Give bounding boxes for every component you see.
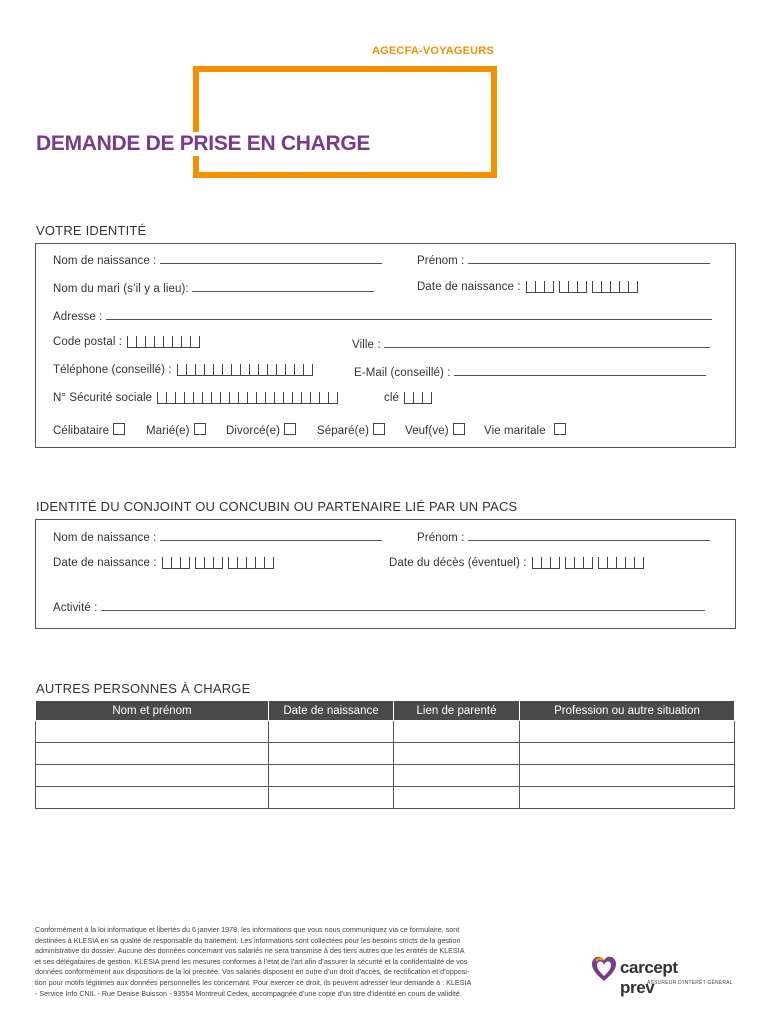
status-veuf[interactable] bbox=[405, 423, 465, 437]
legal-line: destinées à KLESIA en sa qualité de responsable du traitement. Les informations sont collectées pour les besoins stricts de la gestion bbox=[35, 935, 461, 945]
table-cell[interactable] bbox=[36, 721, 269, 743]
status-vie-maritale[interactable] bbox=[484, 423, 566, 437]
identity-birth-name-field[interactable] bbox=[53, 255, 382, 267]
heart-logo-icon bbox=[591, 955, 617, 983]
table-row bbox=[36, 743, 735, 765]
postal-code-label: Code postal : bbox=[53, 336, 123, 348]
dependents-heading: AUTRES PERSONNES À CHARGE bbox=[36, 681, 251, 696]
table-row bbox=[36, 787, 735, 809]
postal-code-field[interactable] bbox=[53, 336, 200, 348]
email-label: E-Mail (conseillé) : bbox=[354, 367, 451, 379]
status-label: Séparé(e) bbox=[317, 425, 370, 437]
spouse-first-name-field[interactable] bbox=[417, 532, 710, 544]
table-cell[interactable] bbox=[36, 787, 269, 809]
email-field[interactable] bbox=[354, 367, 706, 379]
spouse-birth-date-field[interactable] bbox=[53, 557, 274, 569]
column-header: Profession ou autre situation bbox=[520, 701, 735, 721]
table-row bbox=[36, 765, 735, 787]
first-name-label: Prénom : bbox=[417, 255, 465, 267]
status-label: Veuf(ve) bbox=[405, 425, 449, 437]
table-row bbox=[36, 721, 735, 743]
legal-line: Conformément à la loi informatique et libertés du 6 janvier 1978, les informations que vous nous communiquez via ce formulaire, sont bbox=[35, 925, 460, 934]
table-cell[interactable] bbox=[520, 721, 735, 743]
organization-name: AGECFA-VOYAGEURS bbox=[372, 45, 494, 57]
ssn-key-label: clé bbox=[384, 392, 400, 404]
legal-line: données conformément aux dispositions de la loi précitée. Vos salariés disposent en outre d’un droit d’accès, de rectification et d’opposi- bbox=[35, 967, 470, 977]
table-cell[interactable] bbox=[394, 743, 520, 765]
checkbox[interactable] bbox=[453, 423, 465, 435]
table-cell[interactable] bbox=[36, 743, 269, 765]
table-cell[interactable] bbox=[394, 787, 520, 809]
status-label: Marié(e) bbox=[146, 425, 190, 437]
status-celibataire[interactable] bbox=[53, 423, 125, 437]
page-title: DEMANDE DE PRISE EN CHARGE bbox=[36, 132, 374, 156]
table-cell[interactable] bbox=[269, 787, 394, 809]
identity-birth-date-field[interactable] bbox=[417, 281, 638, 293]
birth-date-label: Date de naissance : bbox=[53, 557, 157, 569]
table-cell[interactable] bbox=[520, 743, 735, 765]
identity-first-name-field[interactable] bbox=[417, 255, 710, 267]
column-header: Nom et prénom bbox=[36, 701, 269, 721]
status-label: Célibataire bbox=[53, 425, 110, 437]
spouse-heading: IDENTITÉ DU CONJOINT OU CONCUBIN OU PARTENAIRE LIÉ PAR UN PACS bbox=[36, 499, 518, 514]
status-marie[interactable] bbox=[146, 423, 206, 437]
birth-name-label: Nom de naissance : bbox=[53, 532, 157, 544]
phone-field[interactable] bbox=[53, 364, 313, 376]
legal-line: et ses délégataires de gestion. KLESIA prend les mesures conformes à l’état de l’art afin d’assurer la sécurité et la confidentialité de vos bbox=[35, 956, 468, 966]
ssn-label: N° Sécurité sociale bbox=[53, 392, 153, 404]
death-date-label: Date du décès (éventuel) : bbox=[389, 557, 527, 569]
table-cell[interactable] bbox=[394, 721, 520, 743]
birth-name-label: Nom de naissance : bbox=[53, 255, 157, 267]
checkbox[interactable] bbox=[373, 423, 385, 435]
spouse-birth-name-field[interactable] bbox=[53, 532, 382, 544]
activity-label: Activité : bbox=[53, 602, 98, 614]
husband-name-field[interactable] bbox=[53, 283, 374, 295]
address-label: Adresse : bbox=[53, 311, 103, 323]
spouse-death-date-field[interactable] bbox=[389, 557, 644, 569]
status-label: Vie maritale bbox=[484, 425, 546, 437]
logo-tagline: ASSUREUR D’INTÉRÊT GÉNÉRAL bbox=[647, 980, 733, 986]
logo-name: carcept prev bbox=[620, 958, 678, 997]
phone-label: Téléphone (conseillé) : bbox=[53, 364, 172, 376]
orange-frame bbox=[193, 66, 497, 178]
spouse-activity-field[interactable] bbox=[53, 602, 705, 614]
legal-line: - Service Info CNIL - Rue Denise Buisson - 93554 Montreuil Cedex, accompagnée d’une copie d’un titre d’identité en cours de validité. bbox=[35, 988, 462, 998]
table-header-row bbox=[36, 701, 735, 721]
checkbox[interactable] bbox=[284, 423, 296, 435]
husband-name-label: Nom du mari (s’il y a lieu): bbox=[53, 283, 189, 295]
legal-notice bbox=[35, 925, 560, 999]
ssn-field[interactable] bbox=[53, 392, 338, 404]
first-name-label: Prénom : bbox=[417, 532, 465, 544]
table-cell[interactable] bbox=[269, 765, 394, 787]
checkbox[interactable] bbox=[113, 423, 125, 435]
table-cell[interactable] bbox=[269, 743, 394, 765]
ssn-key-field[interactable] bbox=[384, 392, 432, 404]
identity-heading: VOTRE IDENTITÉ bbox=[36, 223, 147, 238]
table-cell[interactable] bbox=[520, 765, 735, 787]
dependents-table bbox=[35, 701, 735, 809]
table-cell[interactable] bbox=[36, 765, 269, 787]
status-label: Divorcé(e) bbox=[226, 425, 281, 437]
table-cell[interactable] bbox=[269, 721, 394, 743]
checkbox[interactable] bbox=[194, 423, 206, 435]
legal-line: tion pour motifs légitimes aux données personnelles les concernant. Pour exercer ce droit, ils peuvent adresser leur demande à : KLESIA bbox=[35, 977, 472, 987]
city-field[interactable] bbox=[352, 339, 710, 351]
column-header: Lien de parenté bbox=[394, 701, 520, 721]
address-field[interactable] bbox=[53, 311, 712, 323]
column-header: Date de naissance bbox=[269, 701, 394, 721]
legal-line: administrative du dossier. Aucune des données concernant vos salariés ne sera transmise à des tiers autres que les entités de KLESIA bbox=[35, 946, 465, 956]
status-divorce[interactable] bbox=[226, 423, 296, 437]
table-cell[interactable] bbox=[520, 787, 735, 809]
status-separe[interactable] bbox=[317, 423, 385, 437]
checkbox[interactable] bbox=[554, 423, 566, 435]
birth-date-label: Date de naissance : bbox=[417, 281, 521, 293]
city-label: Ville : bbox=[352, 339, 381, 351]
table-cell[interactable] bbox=[394, 765, 520, 787]
